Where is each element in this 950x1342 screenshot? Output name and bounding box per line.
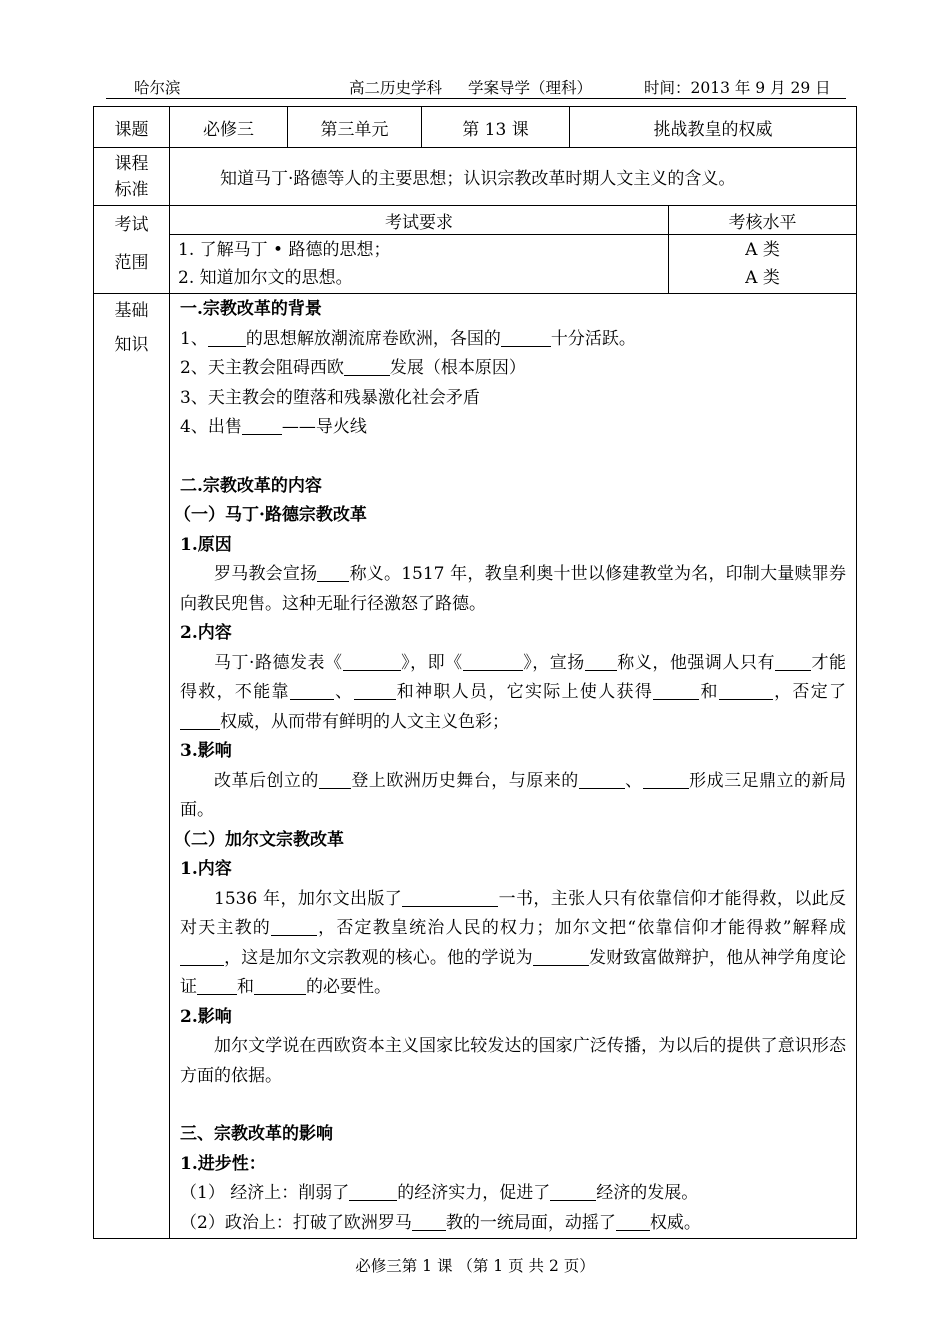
standard-label: 课程 标准 bbox=[94, 148, 170, 206]
fill-blank bbox=[719, 681, 773, 700]
s3-heading-1: 1.进步性： bbox=[180, 1153, 266, 1174]
s2-heading-5: 2.影响 bbox=[180, 1006, 232, 1027]
s2-heading-3: 3.影响 bbox=[180, 741, 232, 761]
header-city: 哈尔滨 bbox=[134, 79, 181, 97]
fill-blank bbox=[579, 770, 625, 789]
fill-blank bbox=[317, 563, 349, 582]
fill-blank bbox=[412, 1212, 446, 1231]
s2-para-3: 改革后创立的 登上欧洲历史舞台，与原来的 、 形成三足鼎立的新局面。 bbox=[180, 770, 847, 820]
exam-req-list bbox=[170, 235, 669, 294]
fill-blank bbox=[653, 681, 699, 700]
s1-line-2: 2、天主教会阻碍西欧 发展（根本原因） bbox=[180, 358, 526, 378]
standard-row bbox=[94, 148, 857, 206]
module-cell: 必修三 bbox=[170, 107, 288, 148]
topic-label: 课题 bbox=[94, 107, 170, 148]
fill-blank bbox=[242, 416, 282, 435]
fill-blank bbox=[197, 976, 237, 995]
exam-req-1: 1. 了解马丁 • 路德的思想； bbox=[178, 240, 391, 260]
s2-para-1: 罗马教会宣扬 称义。1517 年，教皇利奥十世以修建教堂为名，印制大量赎罪券向教民兜售。这种无耻行径激怒了路德。 bbox=[180, 564, 847, 614]
fill-blank bbox=[271, 917, 317, 936]
section-3-title: 三、宗教改革的影响 bbox=[180, 1124, 333, 1144]
basic-content bbox=[170, 294, 857, 1239]
basic-label: 基础 知识 bbox=[94, 294, 170, 1239]
fill-blank bbox=[319, 770, 351, 789]
fill-blank bbox=[643, 770, 689, 789]
fill-blank bbox=[349, 1182, 397, 1201]
fill-blank bbox=[180, 711, 220, 730]
exam-req-header: 考试要求 bbox=[170, 206, 669, 235]
fill-blank bbox=[343, 652, 401, 671]
exam-label: 考试 范围 bbox=[94, 206, 170, 294]
exam-level-header: 考核水平 bbox=[669, 206, 857, 235]
header-type: 学案导学（理科） bbox=[468, 79, 593, 97]
s1-line-4: 4、出售 ——导火线 bbox=[180, 417, 367, 437]
topic-row bbox=[94, 107, 857, 148]
exam-level-list bbox=[669, 235, 857, 294]
header-subject: 高二历史学科 bbox=[349, 79, 443, 97]
s2-sub-2: （二）加尔文宗教改革 bbox=[174, 829, 344, 850]
s2-para-2: 马丁·路德发表《 》，即《 》，宣扬 称义，他强调人只有 才能得救，不能靠 、 和神职人员，它实际上使人获得 和 ，否定了权威，从而带有鲜明的人文主义色彩； bbox=[180, 652, 847, 732]
fill-blank bbox=[550, 1182, 596, 1201]
fill-blank bbox=[180, 947, 224, 966]
fill-blank bbox=[402, 888, 498, 907]
s2-heading-1: 1.原因 bbox=[180, 534, 232, 555]
fill-blank bbox=[501, 328, 551, 347]
lesson-table bbox=[93, 106, 857, 1239]
fill-blank bbox=[533, 947, 589, 966]
fill-blank bbox=[208, 328, 246, 347]
fill-blank bbox=[290, 681, 334, 700]
fill-blank bbox=[616, 1212, 650, 1231]
s2-heading-4: 1.内容 bbox=[180, 859, 232, 879]
fill-blank bbox=[254, 976, 306, 995]
section-2-title: 二.宗教改革的内容 bbox=[180, 475, 322, 496]
unit-cell: 第三单元 bbox=[288, 107, 422, 148]
page-header bbox=[106, 76, 846, 99]
fill-blank bbox=[463, 652, 523, 671]
fill-blank bbox=[344, 357, 390, 376]
s3-line-1: （1） 经济上：削弱了 的经济实力，促进了 经济的发展。 bbox=[180, 1183, 699, 1203]
s1-line-1: 1、 的思想解放潮流席卷欧洲，各国的 十分活跃。 bbox=[180, 328, 636, 349]
exam-level-1: A 类 bbox=[745, 240, 780, 260]
header-time: 时间：2013 年 9 月 29 日 bbox=[644, 79, 831, 97]
exam-req-2: 2. 知道加尔文的思想。 bbox=[178, 268, 353, 288]
s3-line-2: （2）政治上：打破了欧洲罗马 教的一统局面，动摇了 权威。 bbox=[180, 1212, 701, 1233]
s2-para-4: 1536 年，加尔文出版了 一书，主张人只有依靠信仰才能得救，以此反对天主教的 ，否定教皇统治人民的权力；加尔文把“依靠信仰才能得救”解释成，这是加尔文宗教观的核心。他的学说为 发财致富做辩护，他从神学角度论证 和 的必要性。 bbox=[180, 888, 847, 997]
exam-body-row bbox=[94, 235, 857, 294]
section-1-title: 一.宗教改革的背景 bbox=[180, 299, 322, 319]
basic-row bbox=[94, 294, 857, 1239]
fill-blank bbox=[585, 652, 617, 671]
s1-line-3: 3、天主教会的堕落和残暴激化社会矛盾 bbox=[180, 387, 480, 408]
s2-sub-1: （一）马丁·路德宗教改革 bbox=[174, 505, 367, 525]
standard-text: 知道马丁·路德等人的主要思想；认识宗教改革时期人文主义的含义。 bbox=[170, 148, 857, 206]
exam-header-row bbox=[94, 206, 857, 235]
page-footer: 必修三第 1 课 （第 1 页 共 2 页） bbox=[355, 1257, 595, 1275]
lesson-cell: 第 13 课 bbox=[422, 107, 570, 148]
s2-heading-2: 2.内容 bbox=[180, 623, 232, 643]
fill-blank bbox=[354, 681, 396, 700]
fill-blank bbox=[775, 652, 811, 671]
lesson-title: 挑战教皇的权威 bbox=[570, 107, 857, 148]
s2-para-5: 加尔文学说在西欧资本主义国家比较发达的国家广泛传播，为以后的提供了意识形态方面的依据。 bbox=[180, 1036, 846, 1086]
exam-level-2: A 类 bbox=[745, 268, 780, 288]
